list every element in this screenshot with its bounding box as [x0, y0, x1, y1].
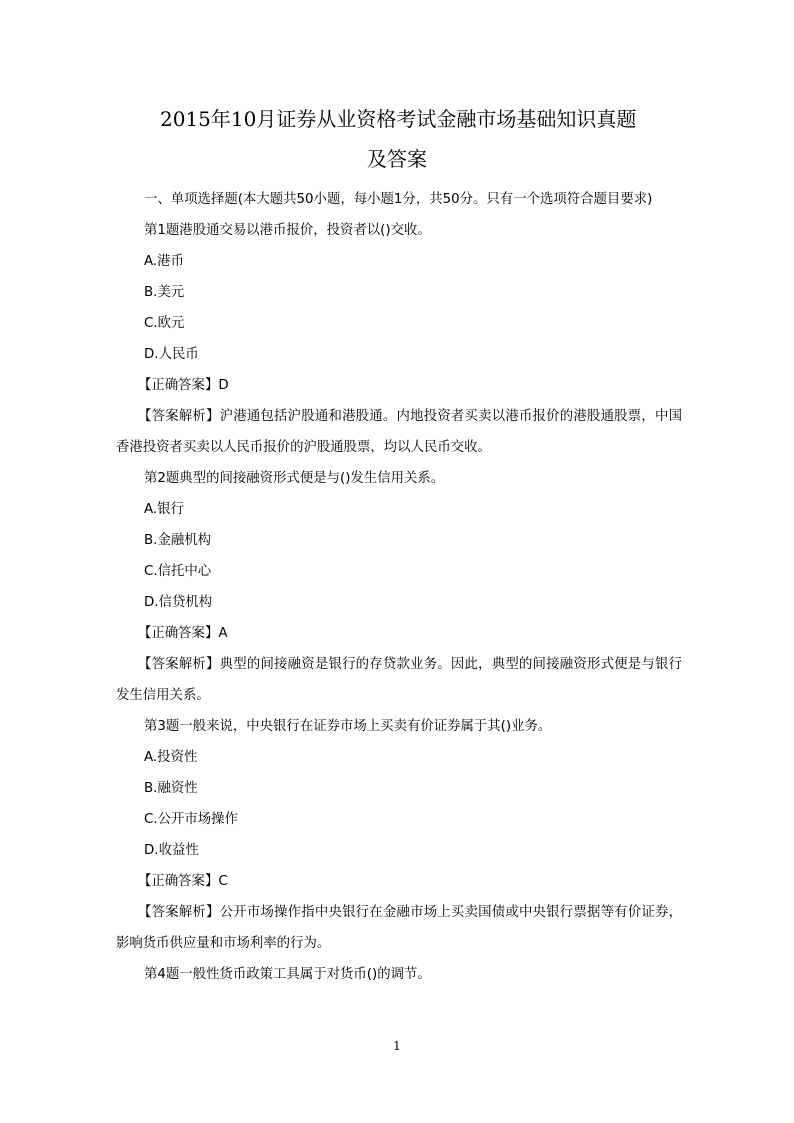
question-option: D.人民币 — [144, 347, 199, 362]
correct-answer — [116, 370, 682, 401]
correct-answer-text: 【正确答案】D — [138, 378, 229, 393]
document-title-line-1: 2015年10月证券从业资格考试金融市场基础知识真题 — [160, 107, 637, 131]
question-option: B.美元 — [144, 285, 185, 300]
question-option: A.银行 — [144, 502, 184, 517]
correct-answer — [116, 618, 682, 649]
answer-analysis-text: 【答案解析】沪港通包括沪股通和港股通。内地投资者买卖以港币报价的港股通股票，中国香港投资者买卖以人民币报价的沪股通股票，均以人民币交收。 — [116, 409, 682, 455]
correct-answer — [116, 866, 682, 897]
question-option: C.欧元 — [144, 316, 185, 331]
answer-analysis — [116, 897, 682, 959]
question-stem: 第4题一般性货币政策工具属于对货币()的调节。 — [144, 967, 431, 982]
question-stem: 第2题典型的间接融资形式便是与()发生信用关系。 — [144, 471, 445, 486]
answer-analysis-text: 【答案解析】公开市场操作指中央银行在金融市场上买卖国债或中央银行票据等有价证券，影响货币供应量和市场利率的行为。 — [116, 905, 682, 951]
question-option: A.投资性 — [144, 750, 198, 765]
question-option: D.收益性 — [144, 843, 199, 858]
question-option: D.信贷机构 — [144, 595, 213, 610]
question-option: A.港币 — [144, 254, 184, 269]
answer-analysis — [116, 401, 682, 463]
correct-answer-text: 【正确答案】A — [138, 626, 228, 641]
correct-answer-text: 【正确答案】C — [138, 874, 228, 889]
answer-analysis — [116, 649, 682, 711]
question-stem: 第1题港股通交易以港币报价，投资者以()交收。 — [144, 223, 431, 238]
answer-analysis-text: 【答案解析】典型的间接融资是银行的存贷款业务。因此，典型的间接融资形式便是与银行发生信用关系。 — [116, 657, 682, 703]
page-number: 1 — [393, 1039, 401, 1053]
question-option: B.融资性 — [144, 781, 198, 796]
document-title-line-2: 及答案 — [367, 147, 427, 171]
section-heading: 一、单项选择题(本大题共50小题，每小题1分，共50分。只有一个选项符合题目要求) — [144, 192, 653, 207]
question-option: B.金融机构 — [144, 533, 212, 548]
question-option: C.信托中心 — [144, 564, 212, 579]
question-stem: 第3题一般来说，中央银行在证券市场上买卖有价证券属于其()业务。 — [144, 719, 552, 734]
document-body — [116, 184, 682, 990]
question-option: C.公开市场操作 — [144, 812, 238, 827]
